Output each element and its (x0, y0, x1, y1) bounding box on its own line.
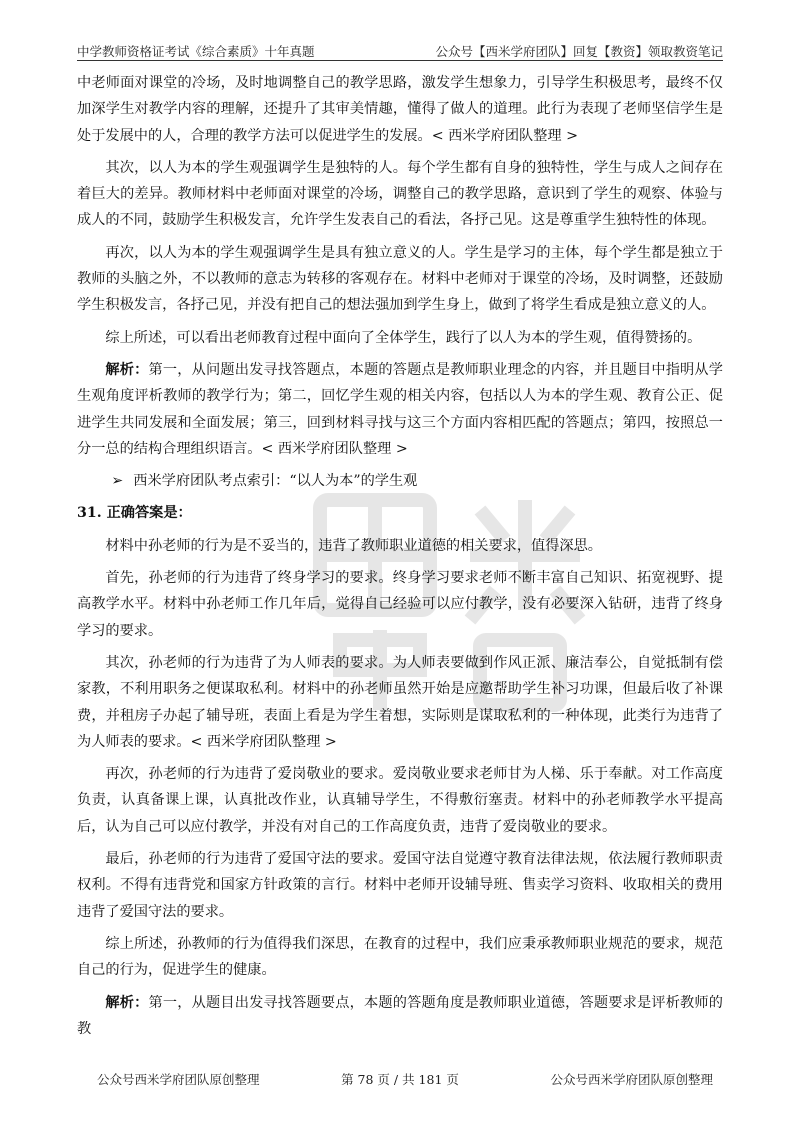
paragraph: 首先，孙老师的行为违背了终身学习的要求。终身学习要求老师不断丰富自己知识、拓宽视野、提高教学水平。材料中孙老师工作几年后，觉得自己经验可以应付教学，没有必要深入钻研，违背了终身学习的要求。 (77, 570, 723, 639)
paragraph: 综上所述，可以看出老师教育过程中面向了全体学生，践行了以人为本的学生观，值得赞扬的。 (105, 329, 702, 346)
analysis-text: 第一，从题目出发寻找答题要点，本题的答题角度是教师职业道德，答题要求是评析教师的教 (77, 994, 723, 1037)
paragraph: 其次，孙老师的行为违背了为人师表的要求。为人师表要做到作风正派、廉洁奉公，自觉抵制有偿家教，不利用职务之便谋取私利。材料中的孙老师虽然开始是应邀帮助学生补习功课，但最后收了补课费，并租房子办起了辅导班，表面上看是为学生着想，实际则是谋取私利的一种体现，此类行为违背了为人师表的要求。< 西米学府团队整理 > (77, 654, 723, 750)
paragraph: 中老师面对课堂的冷场，及时地调整自己的教学思路，激发学生想象力，引导学生积极思考，最终不仅加深学生对教学内容的理解，还提升了其审美情趣，懂得了做人的道理。此行为表现了老师坚信学生是处于发展中的人，合理的教学方法可以促进学生的发展。< 西米学府团队整理 > (77, 75, 723, 144)
page-number: 第 78 页 / 共 181 页 (341, 1072, 459, 1087)
analysis-paragraph (77, 357, 723, 462)
footer-right-text: 公众号西米学府团队原创整理 (550, 1072, 713, 1087)
footer-left-text: 公众号西米学府团队原创整理 (97, 1072, 260, 1087)
analysis-paragraph (77, 990, 723, 1043)
arrow-bullet-icon: ➢ (111, 473, 124, 490)
topic-index (77, 468, 723, 494)
paragraph: 再次，孙老师的行为违背了爱岗敬业的要求。爱岗敬业要求老师甘为人梯、乐于奉献。对工作高度负责，认真备课上课，认真批改作业，认真辅导学生，不得敷衍塞责。材料中的孙老师教学水平提高后，认为自己可以应付教学，并没有对自己的工作高度负责，违背了爱岗敬业的要求。 (77, 766, 723, 835)
analysis-label: 解析： (105, 361, 149, 378)
paragraph: 综上所述，孙教师的行为值得我们深思，在教育的过程中，我们应秉承教师职业规范的要求，规范自己的行为，促进学生的健康。 (77, 935, 723, 979)
header-promo: 公众号【西米学府团队】回复【教资】领取教资笔记 (435, 44, 723, 59)
header-title: 中学教师资格证考试《综合素质》十年真题 (77, 44, 315, 59)
page-footer (77, 1070, 723, 1090)
paragraph: 其次，以人为本的学生观强调学生是独特的人。每个学生都有自身的独特性，学生与成人之间存在着巨大的差异。教师材料中老师面对课堂的冷场，调整自己的教学思路，意识到了学生的观察、体验与成人的不同，鼓励学生积极发言，允许学生发表自己的看法，各抒己见。这是尊重学生独特性的体现。 (77, 159, 723, 229)
page-body (77, 70, 723, 1048)
paragraph: 最后，孙老师的行为违背了爱国守法的要求。爱国守法自觉遵守教育法律法规，依法履行教师职责权利。不得有违背党和国家方针政策的言行。材料中老师开设辅导班、售卖学习资料、收取相关的费用违背了爱国守法的要求。 (77, 851, 723, 920)
topic-index-text: 西米学府团队考点索引：“以人为本”的学生观 (133, 473, 418, 490)
paragraph: 材料中孙老师的行为是不妥当的，违背了教师职业道德的相关要求，值得深思。 (105, 537, 602, 554)
paragraph: 再次，以人为本的学生观强调学生是具有独立意义的人。学生是学习的主体，每个学生都是独立于教师的头脑之外，不以教师的意志为转移的客观存在。材料中老师对于课堂的冷场，及时调整，还鼓励学生积极发言，各抒己见，并没有把自己的想法强加到学生身上，做到了将学生看成是独立意义的人。 (77, 244, 723, 314)
analysis-label: 解析： (105, 994, 149, 1011)
page-header (77, 38, 723, 61)
analysis-text: 第一，从问题出发寻找答题点，本题的答题点是教师职业理念的内容，并且题目中指明从学生观角度评析教师的教学行为；第二，回忆学生观的相关内容，包括以人为本的学生观、教育公正、促进学生共同发展和全面发展；第三，回到材料寻找与这三个方面内容相匹配的答题点；第四，按照总一分一总的结构合理组织语言。< 西米学府团队整理 > (77, 361, 723, 457)
question-heading: 31. 正确答案是： (77, 505, 192, 522)
